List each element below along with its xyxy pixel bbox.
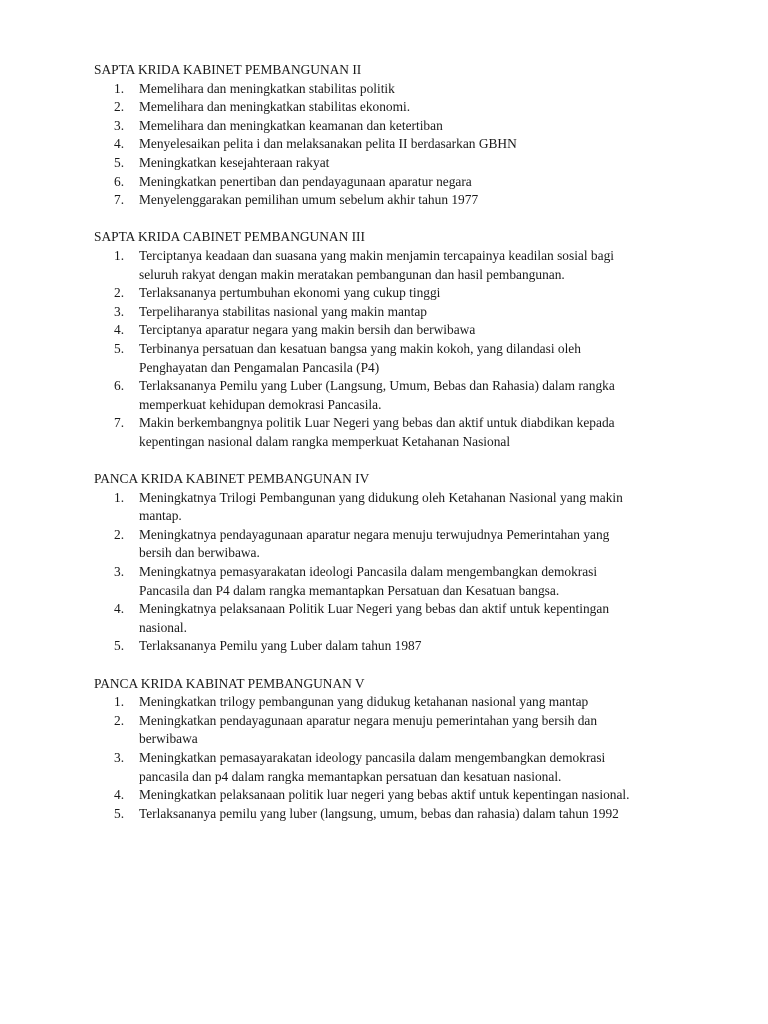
item-text-line: Terbinanya persatuan dan kesatuan bangsa yang makin kokoh, yang dilandasi oleh bbox=[139, 340, 581, 356]
item-text: Memelihara dan meningkatkan stabilitas politik bbox=[139, 80, 395, 96]
list-item bbox=[94, 786, 694, 805]
section-kabinet-pembangunan-4 bbox=[94, 470, 694, 656]
item-text-line: Meningkatkan pemasayarakatan ideology pancasila dalam mengembangkan demokrasi bbox=[139, 749, 606, 765]
item-number: 5. bbox=[114, 340, 125, 356]
list-item bbox=[94, 80, 694, 99]
list-item bbox=[94, 173, 694, 192]
item-number: 3. bbox=[114, 564, 125, 580]
item-number: 1. bbox=[114, 80, 125, 96]
list-item bbox=[94, 247, 694, 284]
item-number: 2. bbox=[114, 526, 125, 542]
item-number: 6. bbox=[114, 378, 125, 394]
item-number: 3. bbox=[114, 749, 125, 765]
list-item bbox=[94, 191, 694, 210]
item-text-line: Penghayatan dan Pengamalan Pancasila (P4) bbox=[139, 359, 380, 375]
item-text-line: Meningkatkan pendayagunaan aparatur negara menuju pemerintahan yang bersih dan bbox=[139, 712, 598, 728]
list-item bbox=[94, 526, 694, 563]
section-kabinet-pembangunan-2 bbox=[94, 61, 694, 210]
item-text: Memelihara dan meningkatkan keamanan dan ketertiban bbox=[139, 117, 443, 133]
item-number: 3. bbox=[114, 117, 125, 133]
item-text-line: mantap. bbox=[139, 508, 182, 524]
item-text-line: seluruh rakyat dengan makin meratakan pembangunan dan hasil pembangunan. bbox=[139, 266, 565, 282]
item-text: Terlaksananya Pemilu yang Luber dalam tahun 1987 bbox=[139, 638, 422, 654]
section-kabinat-pembangunan-5 bbox=[94, 675, 694, 824]
item-number: 2. bbox=[114, 712, 125, 728]
item-number: 7. bbox=[114, 192, 125, 208]
item-number: 4. bbox=[114, 136, 125, 152]
item-number: 1. bbox=[114, 489, 125, 505]
list-item bbox=[94, 303, 694, 322]
section-cabinet-pembangunan-3 bbox=[94, 228, 694, 451]
item-text-line: memperkuat kehidupan demokrasi Pancasila. bbox=[139, 396, 382, 412]
list-item bbox=[94, 637, 694, 656]
list-item bbox=[94, 563, 694, 600]
item-list bbox=[94, 489, 694, 656]
item-text-line: bersih dan berwibawa. bbox=[139, 545, 260, 561]
item-number: 4. bbox=[114, 322, 125, 338]
item-text: Memelihara dan meningkatkan stabilitas ekonomi. bbox=[139, 99, 411, 115]
item-text-line: kepentingan nasional dalam rangka memperkuat Ketahanan Nasional bbox=[139, 433, 511, 449]
item-number: 4. bbox=[114, 787, 125, 803]
list-item bbox=[94, 805, 694, 824]
item-number: 3. bbox=[114, 303, 125, 319]
item-text-line: Meningkatnya Trilogi Pembangunan yang didukung oleh Ketahanan Nasional yang makin bbox=[139, 489, 623, 505]
list-item bbox=[94, 414, 694, 451]
list-item bbox=[94, 117, 694, 136]
list-item bbox=[94, 377, 694, 414]
document-page bbox=[94, 61, 694, 842]
item-number: 1. bbox=[114, 694, 125, 710]
item-text: Terpeliharanya stabilitas nasional yang makin mantap bbox=[139, 303, 427, 319]
item-text: Meningkatkan pelaksanaan politik luar negeri yang bebas aktif untuk kepentingan nasional. bbox=[139, 787, 630, 803]
list-item bbox=[94, 749, 694, 786]
item-text: Meningkatkan kesejahteraan rakyat bbox=[139, 154, 330, 170]
item-text-line: nasional. bbox=[139, 619, 187, 635]
item-number: 6. bbox=[114, 173, 125, 189]
section-title: SAPTA KRIDA KABINET PEMBANGUNAN II bbox=[94, 62, 362, 77]
item-number: 4. bbox=[114, 601, 125, 617]
item-text: Menyelenggarakan pemilihan umum sebelum akhir tahun 1977 bbox=[139, 192, 479, 208]
item-number: 2. bbox=[114, 99, 125, 115]
item-number: 2. bbox=[114, 285, 125, 301]
item-text: Terlaksananya pertumbuhan ekonomi yang cukup tinggi bbox=[139, 285, 441, 301]
item-text-line: pancasila dan p4 dalam rangka memantapkan persatuan dan kesatuan nasional. bbox=[139, 768, 562, 784]
item-text-line: berwibawa bbox=[139, 731, 198, 747]
list-item bbox=[94, 154, 694, 173]
section-title: SAPTA KRIDA CABINET PEMBANGUNAN III bbox=[94, 229, 365, 245]
list-item bbox=[94, 98, 694, 117]
item-text-line: Meningkatnya pemasyarakatan ideologi Pancasila dalam mengembangkan demokrasi bbox=[139, 564, 598, 580]
item-list bbox=[94, 693, 694, 823]
list-item bbox=[94, 712, 694, 749]
item-text-line: Meningkatnya pendayagunaan aparatur negara menuju terwujudnya Pemerintahan yang bbox=[139, 526, 610, 542]
list-item bbox=[94, 600, 694, 637]
list-item bbox=[94, 284, 694, 303]
item-list bbox=[94, 80, 694, 210]
item-number: 5. bbox=[114, 638, 125, 654]
list-item bbox=[94, 135, 694, 154]
item-text-line: Makin berkembangnya politik Luar Negeri yang bebas dan aktif untuk diabdikan kepada bbox=[139, 415, 615, 431]
item-list bbox=[94, 247, 694, 452]
item-number: 5. bbox=[114, 805, 125, 821]
item-text-line: Terlaksananya Pemilu yang Luber (Langsung, Umum, Bebas dan Rahasia) dalam rangka bbox=[139, 378, 615, 394]
list-item bbox=[94, 321, 694, 340]
list-item bbox=[94, 340, 694, 377]
item-text: Terciptanya aparatur negara yang makin bersih dan berwibawa bbox=[139, 322, 476, 338]
item-number: 1. bbox=[114, 247, 125, 263]
item-text: Meningkatkan penertiban dan pendayagunaan aparatur negara bbox=[139, 173, 472, 189]
list-item bbox=[94, 693, 694, 712]
item-number: 5. bbox=[114, 154, 125, 170]
item-text-line: Pancasila dan P4 dalam rangka memantapkan Persatuan dan Kesatuan bangsa. bbox=[139, 582, 560, 598]
section-title: PANCA KRIDA KABINET PEMBANGUNAN IV bbox=[94, 471, 370, 487]
item-text-line: Meningkatnya pelaksanaan Politik Luar Negeri yang bebas dan aktif untuk kepentingan bbox=[139, 601, 610, 617]
item-text: Menyelesaikan pelita i dan melaksanakan pelita II berdasarkan GBHN bbox=[139, 136, 517, 152]
list-item bbox=[94, 489, 694, 526]
item-number: 7. bbox=[114, 415, 125, 431]
item-text-line: Terciptanya keadaan dan suasana yang makin menjamin tercapainya keadilan sosial bagi bbox=[139, 247, 614, 263]
item-text: Meningkatkan trilogy pembangunan yang didukug ketahanan nasional yang mantap bbox=[139, 694, 589, 710]
item-text: Terlaksananya pemilu yang luber (langsung, umum, bebas dan rahasia) dalam tahun 1992 bbox=[139, 805, 619, 821]
section-title: PANCA KRIDA KABINAT PEMBANGUNAN V bbox=[94, 675, 365, 691]
